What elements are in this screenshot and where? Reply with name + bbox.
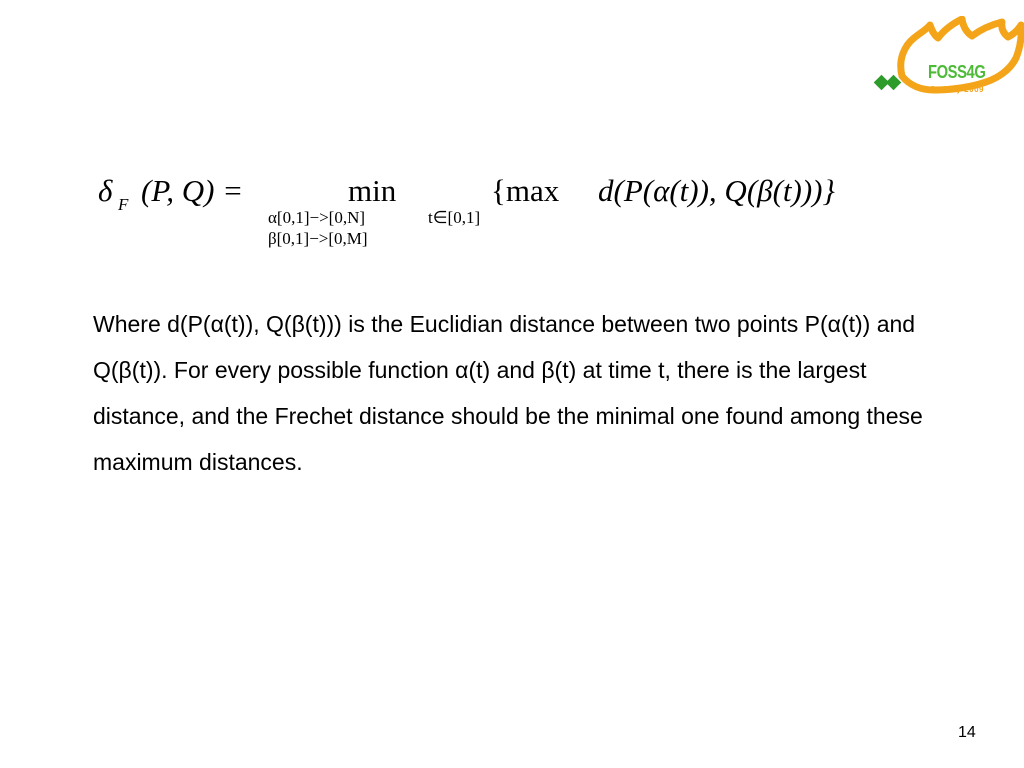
page-number: 14 [958,724,976,741]
formula-min: min [348,173,397,208]
formula-max-limit: t∈[0,1] [428,208,481,227]
formula-rhs: d(P(α(t)), Q(β(t)))} [598,173,835,208]
formula-min-limit-beta: β[0,1]−>[0,M] [268,229,368,248]
formula-brace-max: {max [491,173,560,208]
formula-delta: δ [98,173,113,208]
formula-min-limit-alpha: α[0,1]−>[0,N] [268,208,366,227]
formula-delta-subscript: F [118,195,129,214]
body-paragraph: Where d(P(α(t)), Q(β(t))) is the Euclidian distance between two points P(α(t)) and Q(β(t)). For every possible function α(t) and β(t) at time t, there is the largest distance, and the Frechet distance should be the minimal one found among these maximum distances. [93,311,923,475]
formula-lhs-args: (P, Q) = [141,173,244,208]
frechet-formula [0,0,1024,260]
logo-subtitle: Sydney 2009 [930,85,984,94]
logo-title: FOSS4G [928,62,986,82]
